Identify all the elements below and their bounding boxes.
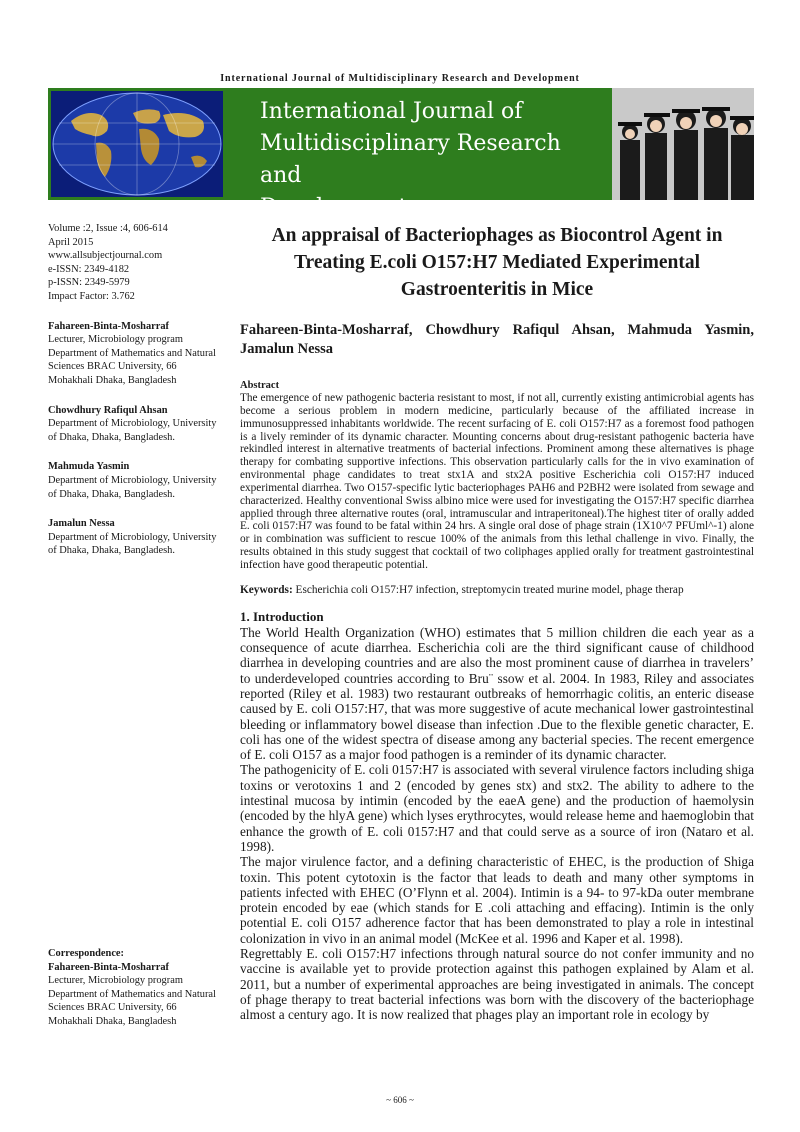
journal-website[interactable]: www.allsubjectjournal.com [48,250,163,262]
author-affiliation-text: Department of Microbiology, University of Dhaka, Dhaka, Bangladesh. [48,474,217,500]
paragraph: The major virulence factor, and a defining characteristic of EHEC, is the production of Shiga toxin. This potent cytotoxin is the factor that leads to death and many other symptoms in patients infected with EHEC (O’Flynn et al. 2004). Intimin is a 94- to 97-kDa outer membrane protein encoded by eae (which stands for E .coli attaching and effacing). Intimin is the only potential E. coli O157 adherence factor that has been demonstrated to play a role in intestinal colonization in vivo in an animal model (McKee et al. 1996 and Kaper et al. 1998). [240,854,754,946]
journal-banner [48,88,754,220]
paragraph: The pathogenicity of E. coli 0157:H7 is associated with several virulence factors including shiga toxins or verotoxins 1 and 2 (encoded by genes stx) and stx2. The ability to adhere to the intestinal mucosa by intimin (encoded by the eaeA gene) and the production of haemolysin (encoded by the hlyA gene) which lyses erythrocytes, would release heme and haemoglobin that enhance the growth of E. coli 0157:H7 and that could serve as a source of iron (Nataro et al. 1998). [240,762,755,854]
section-heading: 1. Introduction [240,608,324,624]
sidebar [48,222,218,1027]
page-number: ~ 606 ~ [386,1095,414,1105]
issue-date: April 2015 [48,236,94,248]
author-affiliation [48,517,218,558]
e-issn: e-ISSN: 2349-4182 [48,263,130,275]
author-affiliation [48,320,218,388]
p-issn: p-ISSN: 2349-5979 [48,277,130,289]
banner-title-line: Multidisciplinary Research and [260,131,561,188]
impact-factor: Impact Factor: 3.762 [48,290,135,302]
abstract-heading: Abstract [240,380,280,391]
volume-info [48,222,218,304]
banner-title [260,96,590,224]
correspondence-label: Correspondence: [48,948,124,959]
keywords [240,583,754,597]
correspondence-name: Fahareen-Binta-Mosharraf [48,961,170,973]
introduction-text [240,625,754,1023]
volume-issue: Volume :2, Issue :4, 606-614 [48,223,168,234]
article-body [240,222,754,1023]
author-affiliation-text: Department of Microbiology, University of Dhaka, Dhaka, Bangladesh. [48,418,217,443]
keywords-label: Keywords: [240,583,293,596]
title-line: Treating E.coli O157:H7 Mediated Experimental [293,252,701,273]
author-name: Mahmuda Yasmin [48,461,130,473]
article-title [240,222,754,303]
author-affiliation-text: Lecturer, Microbiology program Department of Mathematics and Natural Sciences BRAC University, 66 Mohakhali Dhaka, Bangladesh [48,334,216,386]
author-name: Fahareen-Binta-Mosharraf [48,320,170,332]
author-name: Jamalun Nessa [48,518,115,530]
paragraph: Regrettably E. coli O157:H7 infections through natural source do not confer immunity and no vaccine is available yet to provide protection against this pathogen explained by Alam et al. 2011, but a number of experimental approaches are being investigated in animals. The concept of phage therapy to treat bacterial infections was born with the discovery of the bacteriophage almost a century ago. It is now realized that phages play an important role in ecology by [240,946,754,1023]
correspondence-block [48,947,218,1029]
title-line: An appraisal of Bacteriophages as Biocontrol Agent in [271,225,723,246]
abstract-text: The emergence of new pathogenic bacteria resistant to most, if not all, currently existing antimicrobial agents has become a serious problem in modern medicine, particularly because of the affiliated increase in immunosuppressed inhabitants worldwide. The recent surfacing of E. coli O157:H7 as a foremost food pathogen is a lively reminder of its dynamic character. Mounting concerns about drug-resistant pathogenic bacteria have rekindled interest in alternative treatments of bacterial infections. Prominent among these alternatives is phage therapy for combating supportive infections. This observation particularly calls for the in vivo examination of environmental phage candidates to treat stx1A and stx2A positive Escherichia coli O157:H7 induced experimental diarrhea. Two O157-specific lytic bacteriophages PAH6 and P2BH2 were isolated from sewage and characterized. Healthy conventional Swiss albino mice were used for investigating the O157:H7 specific diarrhea applied through three alternative routes (oral, intramuscular and intraperitoneal).The highest titer of orally added E. coli 0157:H7 was found to be fatal within 24 hrs. A single oral dose of phage strain (1X10^7 PFUml^-1) alone or in combination was sufficient to rescue 100% of the animals from this lethal challenge in vivo. Finally, the results obtained in this study suggest that cocktail of two coliphages applied orally for treatment gastrointestinal infection have good therapeutic potential. [240,392,754,571]
author-affiliation [48,404,218,445]
paragraph: The World Health Organization (WHO) estimates that 5 million children die each year as a consequence of acute diarrhea. Escherichia coli are the third significant cause of childhood diarrhea in developing countries and are also the most prominent cause of diarrhea in travelers’ to underdeveloped countries according to Bru¨ ssow et al. 2004. In 1983, Riley and associates reported (Riley et al. 1983) two restaurant outbreaks of hemorrhagic colitis, an enteric disease caused by E. coli O157:H7, that was more suggestive of acute mechanical lower gastrointestinal bleeding or inflammatory bowel disease than infection .Due to the flexible genetic character, E. coli has one of the widest spectra of disease among any bacterial species. The recent emergence of E. coli O157 as a major food pathogen is a reminder of its dynamic character. [240,624,754,763]
banner-title-line: International Journal of [260,99,523,124]
banner-title-line: Development [260,195,408,220]
article-authors: Fahareen-Binta-Mosharraf, Chowdhury Rafiqul Ahsan, Mahmuda Yasmin, Jamalun Nessa [240,322,754,357]
author-affiliation [48,460,218,501]
keywords-text: Escherichia coli O157:H7 infection, streptomycin treated murine model, phage therap [295,583,684,596]
graduates-photo [612,88,754,200]
title-line: Gastroenteritis in Mice [400,279,594,300]
author-name: Chowdhury Rafiqul Ahsan [48,404,168,416]
author-affiliation-text: Department of Microbiology, University of Dhaka, Dhaka, Bangladesh. [48,531,217,557]
correspondence-affiliation: Lecturer, Microbiology program Department of Mathematics and Natural Sciences BRAC University, 66 Mohakhali Dhaka, Bangladesh [48,975,216,1027]
running-head: International Journal of Multidisciplinary Research and Development [220,73,580,84]
world-map-logo [51,91,223,197]
